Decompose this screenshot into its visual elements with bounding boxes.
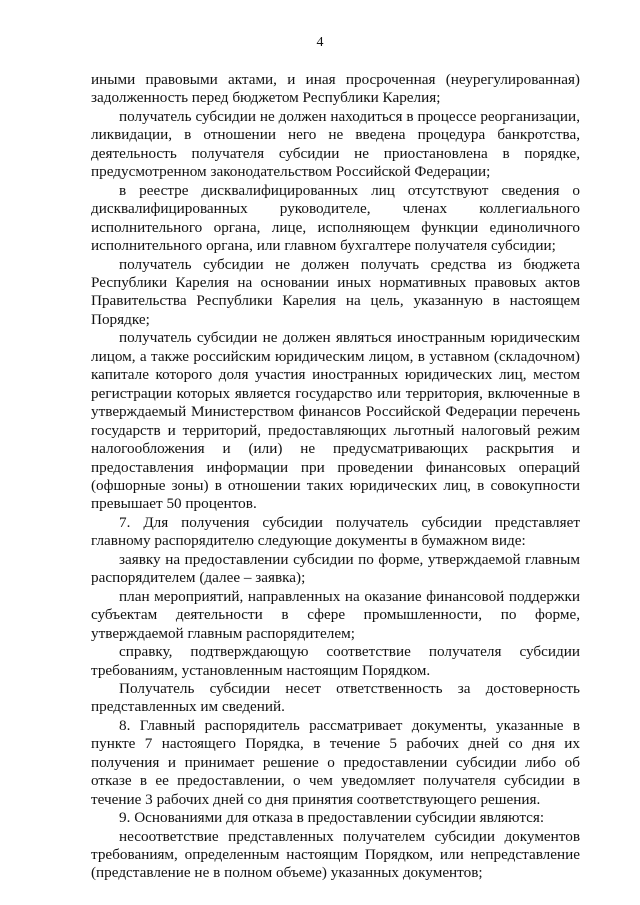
paragraph-foreign-entity: получатель субсидии не должен являться иностранным юридическим лицом, а также российским юридическим лицом, в уставном (складочном) капитале которого доля участия иностранных юридических лиц, местом регистрации которых является государство или территория, включенные в утверждаемый Министерством финансов Российской Федерации перечень государств и территорий, предоставляющих льготный налоговый режим налогообложения и (или) не предусматривающих раскрытия и предоставления информации при проведении финансовых операций (офшорные зоны) в отношении таких юридических лиц, в совокупности превышает 50 процентов. (91, 329, 580, 513)
paragraph-other-acts: получатель субсидии не должен получать средства из бюджета Республики Карелия на основании иных нормативных правовых актов Правительства Республики Карелия на цель, указанную в настоящем Порядке; (91, 255, 580, 328)
paragraph-application: заявку на предоставлении субсидии по форме, утверждаемой главным распорядителем (далее – заявка); (91, 550, 580, 587)
paragraph-item-9: 9. Основаниями для отказа в предоставлении субсидии являются: (119, 809, 545, 827)
paragraph-reorganization: получатель субсидии не должен находиться в процессе реорганизации, ликвидации, в отношении него не введена процедура банкротства, деятельность получателя субсидии не приостановлена в порядке, предусмотренном законодательством Российской Федерации; (91, 107, 580, 181)
paragraph-nonconformity: несоответствие представленных получателем субсидии документов требованиям, определенным настоящим Порядком, или непредставление (представление не в полном объеме) указанных документов; (91, 827, 580, 882)
paragraph-item-7: 7. Для получения субсидии получатель субсидии представляет главному распорядителю следующие документы в бумажном виде: (91, 513, 580, 550)
paragraph-action-plan: план мероприятий, направленных на оказание финансовой поддержки субъектам деятельности в сфере промышленности, по форме, утверждаемой главным распорядителем; (91, 587, 580, 642)
page-number: 4 (316, 35, 324, 50)
paragraph-disqualified-registry: в реестре дисквалифицированных лиц отсутствуют сведения о дисквалифицированных руководителе, членах коллегиального исполнительного органа, лице, исполняющем функции единоличного исполнительного органа, или главном бухгалтере получателя субсидии; (91, 181, 580, 255)
document-body (91, 71, 580, 883)
paragraph-certificate: справку, подтверждающую соответствие получателя субсидии требованиям, установленным настоящим Порядком. (91, 643, 580, 679)
paragraph-continuation: иными правовыми актами, и иная просроченная (неурегулированная) задолженность перед бюджетом Республики Карелия; (91, 71, 580, 107)
paragraph-item-8: 8. Главный распорядитель рассматривает документы, указанные в пункте 7 настоящего Порядка, в течение 5 рабочих дней со дня их получения и принимает решение о предоставлении субсидии либо об отказе в ее предоставлении, о чем уведомляет получателя субсидии в течение 3 рабочих дней со дня принятия соответствующего решения. (91, 716, 580, 808)
paragraph-responsibility: Получатель субсидии несет ответственность за достоверность представленных им сведений. (91, 679, 580, 716)
